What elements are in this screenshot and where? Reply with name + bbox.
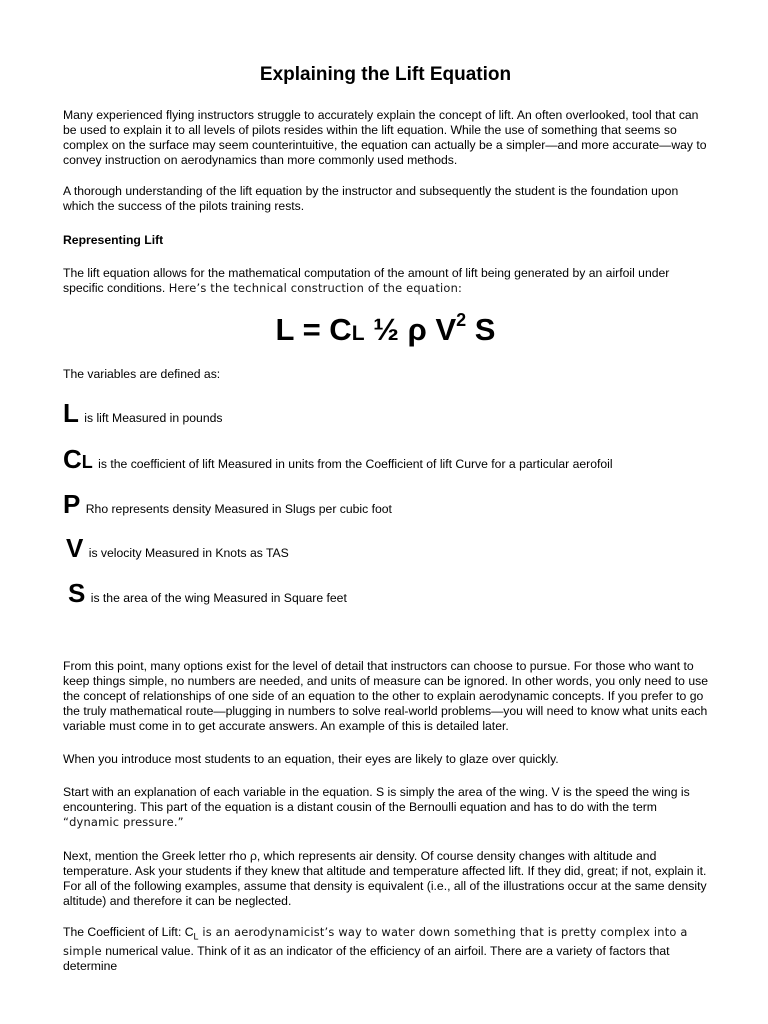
equation-coefficient: C [329, 312, 352, 347]
lift-intro-text: The lift equation allows for the mathematical computation of the amount of lift being generated by an airfoil under specific conditions. [63, 266, 670, 295]
variable-description: is velocity Measured in Knots as TAS [88, 546, 289, 560]
variables-intro: The variables are defined as: [63, 367, 221, 381]
rho-paragraph: Next, mention the Greek letter rho ρ, which represents air density. Of course density changes with altitude and temperature. Ask your students if they knew that altitude and temperature affected lift. If they did, great; if not, explain it. For all of the following examples, assume that density is equivalent (i.e., all of the illustrations occur at the same density altitude) and therefore it can be neglected. [63, 849, 707, 908]
equation-lift: L [275, 312, 294, 347]
equation-equals: = [302, 312, 321, 347]
explain-paragraph [63, 785, 708, 830]
body-paragraph-2: When you introduce most students to an equation, their eyes are likely to glaze over quickly. [63, 752, 559, 766]
dynamic-pressure-quote: “dynamic pressure.” [63, 815, 184, 829]
intro-paragraph-2: A thorough understanding of the lift equation by the instructor and subsequently the student is the foundation upon which the success of the pilots training rests. [63, 184, 679, 213]
variable-description: is the area of the wing Measured in Square feet [90, 591, 347, 605]
equation-velocity-exponent: 2 [456, 310, 467, 330]
variable-row-coefficient [63, 444, 708, 475]
intro-paragraph-1: Many experienced flying instructors struggle to accurately explain the concept of lift. An often overlooked, tool that can be used to explain it to all levels of pilots resides within the lift equation. While the use of something that seems so complex on the surface may seem counterintuitive, the equation can actually be a simpler—and more accurate—way to convey instruction on aerodynamics than more commonly used methods. [63, 108, 707, 167]
variable-symbol: L [63, 398, 79, 428]
variable-row-velocity [66, 533, 711, 564]
variable-symbol: P [63, 489, 81, 519]
variable-symbol: S [68, 578, 86, 608]
lift-equation [63, 308, 708, 356]
equation-velocity: V [435, 312, 457, 347]
coefficient-subscript: L [193, 931, 199, 942]
variable-row-lift [63, 398, 708, 429]
coefficient-lead: The Coefficient of Lift: C [63, 925, 194, 939]
variable-description: Rho represents density Measured in Slugs per cubic foot [85, 502, 392, 516]
lift-intro-paragraph [63, 266, 708, 296]
coefficient-rest: numerical value. Think of it as an indicator of the efficiency of an airfoil. There are a variety of factors that determine [63, 944, 670, 974]
explain-text: Start with an explanation of each variable in the equation. S is simply the area of the wing. V is the speed the wing is encountering. This part of the equation is a distant cousin of the Bernoulli equation and has to do with the term [63, 785, 690, 814]
variable-description: is lift Measured in pounds [84, 411, 223, 425]
variable-subscript: L [81, 452, 93, 472]
variable-description: is the coefficient of lift Measured in units from the Coefficient of lift Curve for a particular aerofoil [98, 457, 613, 471]
equation-rho: ρ [407, 312, 427, 347]
coefficient-paragraph [63, 925, 708, 974]
coefficient-technical-text: is an aerodynamicist’s way to water down something that is pretty complex into a simple [63, 925, 688, 959]
equation-half: ½ [373, 312, 399, 347]
variable-symbol: V [66, 533, 84, 563]
variable-row-area [68, 578, 713, 609]
variable-row-rho [63, 489, 708, 520]
technical-note: Here’s the technical construction of the equation: [168, 281, 463, 295]
equation-coefficient-subscript: L [351, 322, 365, 345]
body-paragraph-1: From this point, many options exist for the level of detail that instructors can choose to pursue. For those who want to keep things simple, no numbers are needed, and units of measure can be ignored. In other words, you only need to use the concept of relationships of one side of an equation to the other to explain aerodynamic concepts. If you prefer to go the truly mathematical route—plugging in numbers to solve real-world problems—you will need to know what units each variable must come in to get accurate answers. An example of this is detailed later. [63, 659, 708, 733]
equation-area: S [474, 312, 496, 347]
section-heading: Representing Lift [63, 233, 164, 247]
variable-symbol: CL [63, 444, 93, 474]
page-title: Explaining the Lift Equation [259, 64, 512, 85]
